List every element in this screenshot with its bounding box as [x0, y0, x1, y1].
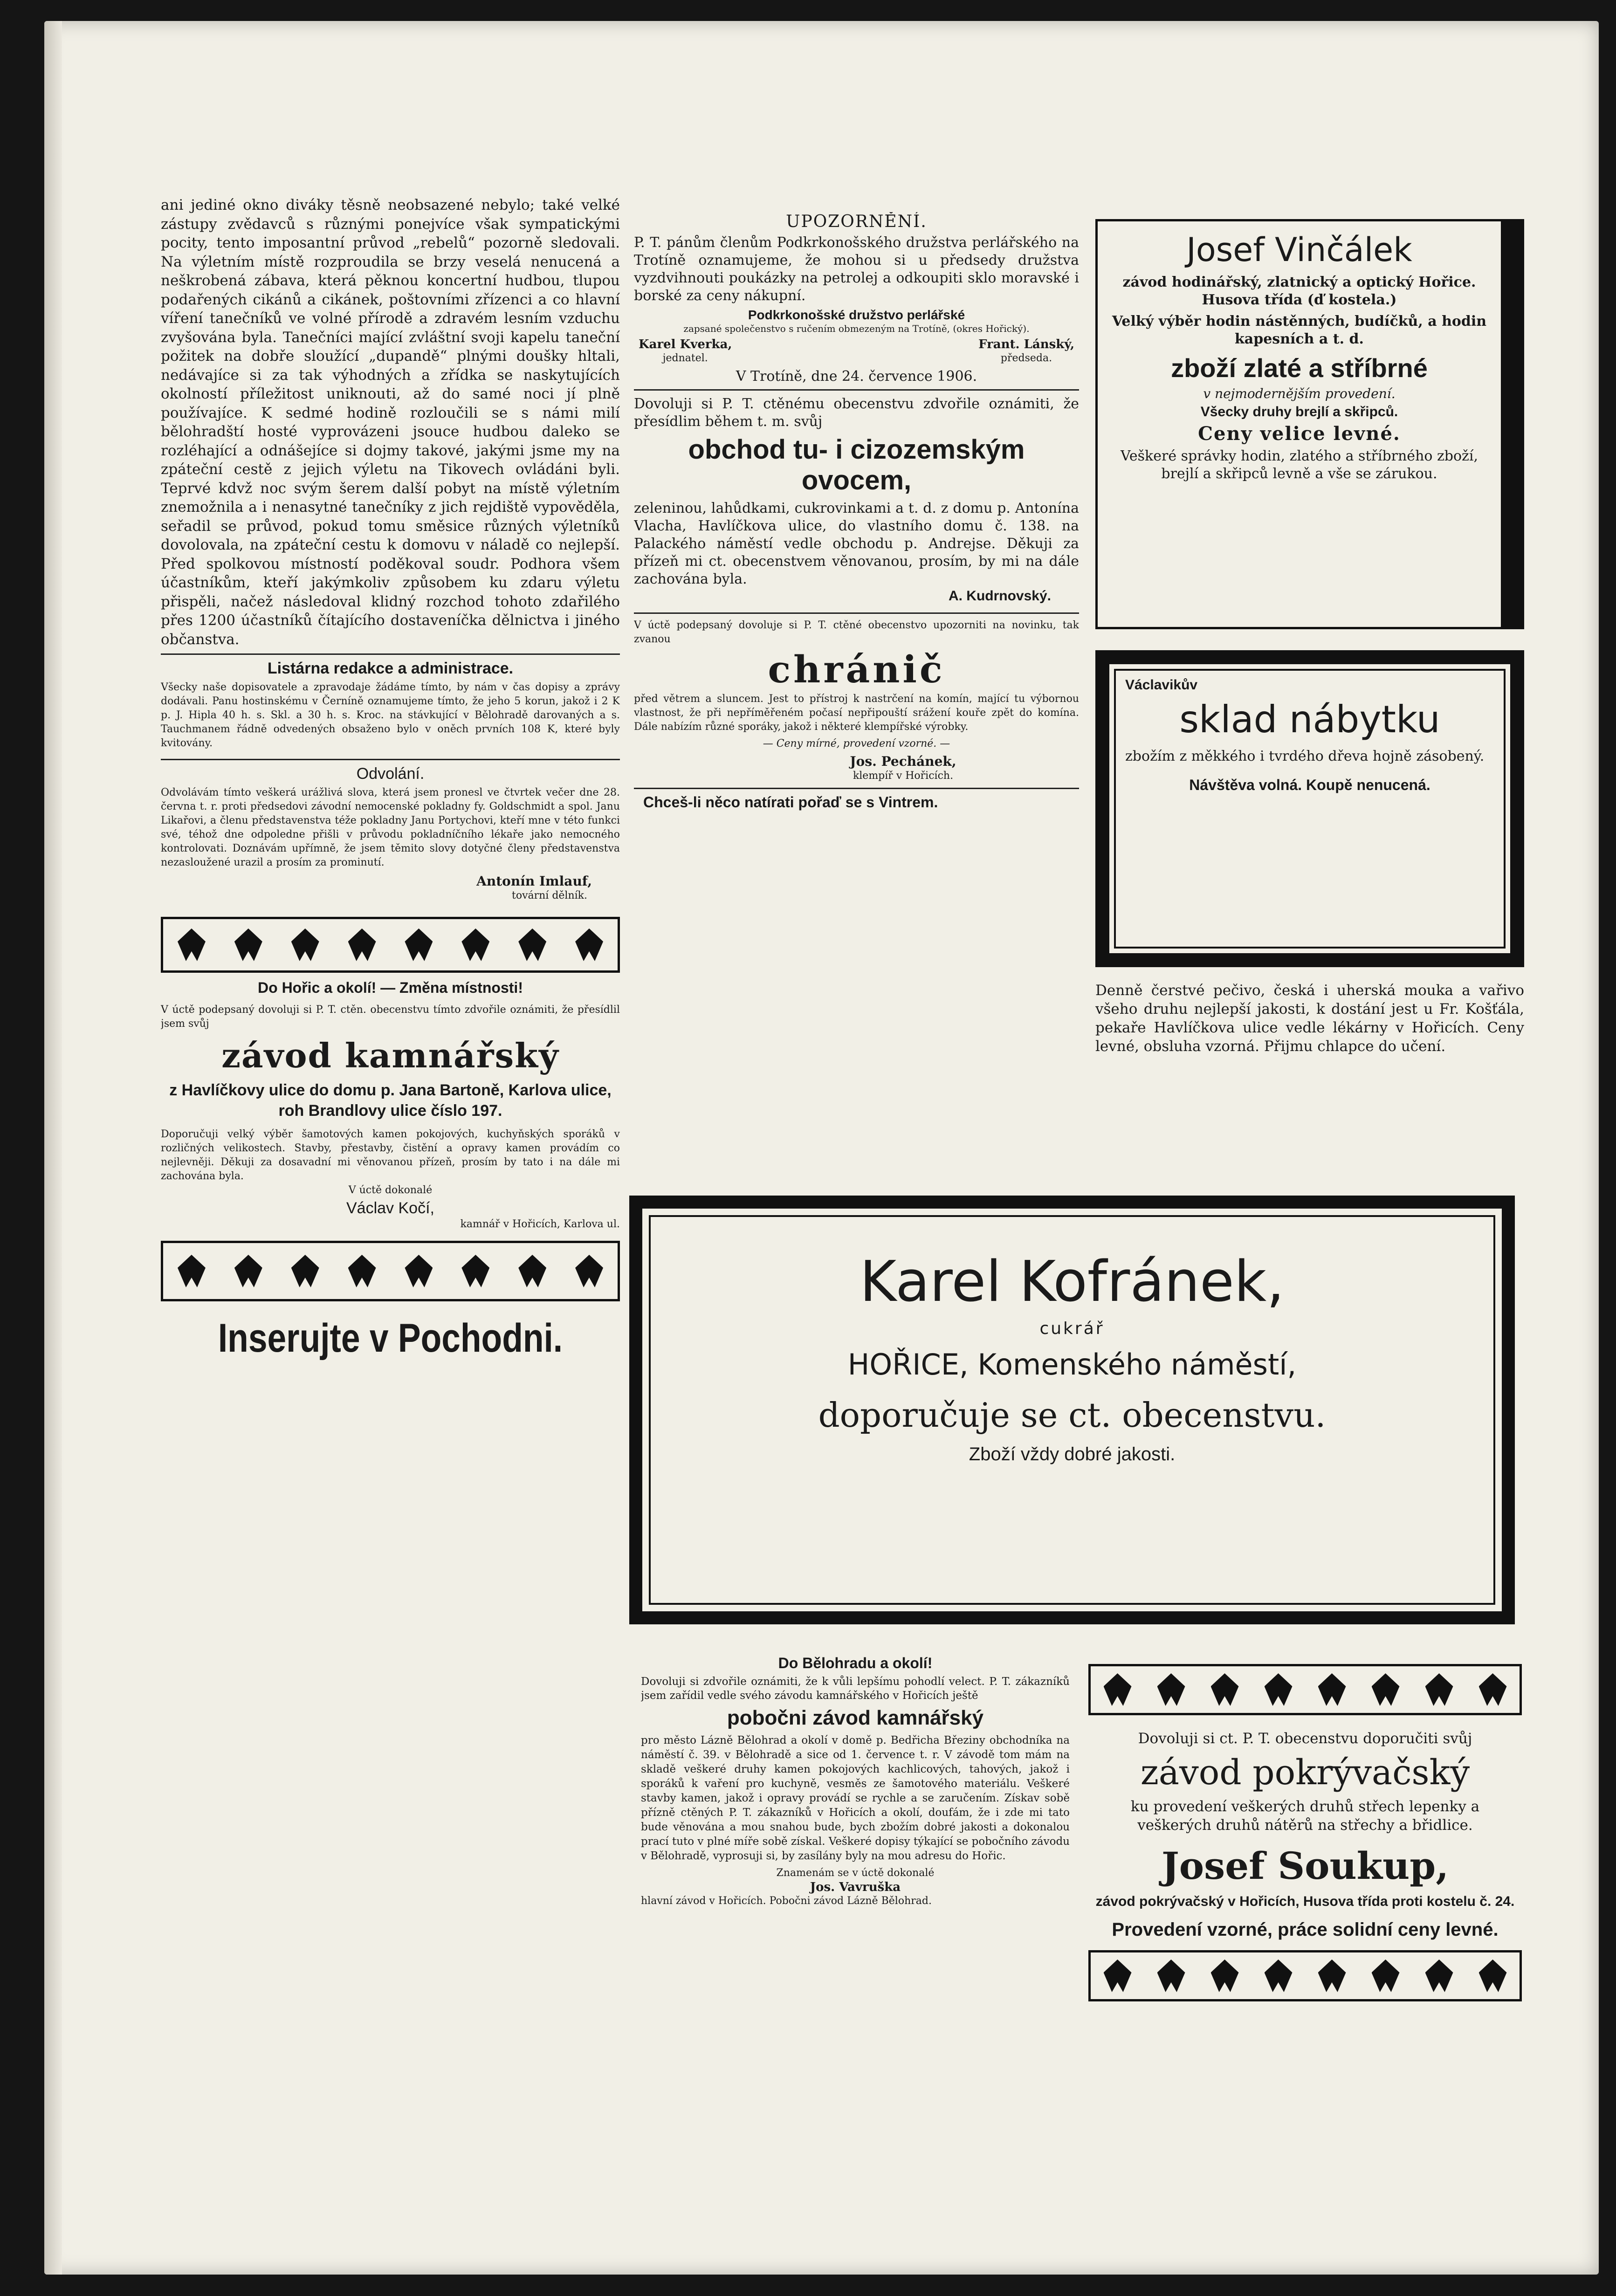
soukup-footer: Provedení vzorné, práce solidní ceny levné.	[1112, 1919, 1499, 1940]
kamnar-intro: V úctě podepsaný dovoluji si P. T. ctěn. obecenstvu tímto zdvořile oznámiti, že přesídlil jsem svůj	[161, 1004, 620, 1030]
leaf-ornament-icon	[291, 928, 319, 961]
kamnar-sign-intro: V úctě dokonalé	[348, 1184, 433, 1196]
vincalek-line1: závod hodinářský, zlatnický a optický Hořice. Husova třída (ď kostela.)	[1122, 274, 1476, 308]
nabytek-footer: Návštěva volná. Koupě nenucená.	[1189, 777, 1430, 793]
signature-left	[639, 337, 732, 365]
leaf-ornament-icon	[1318, 1673, 1346, 1706]
ovoce-signature: A. Kudrnovský.	[948, 588, 1051, 604]
belohrad-headline: Do Bělohradu a okolí!	[778, 1655, 933, 1671]
leaf-ornament-icon	[405, 1255, 433, 1287]
kamnar-address: z Havlíčkovy ulice do domu p. Jana Bartoně, Karlova ulice, roh Brandlovy ulice číslo 197.	[169, 1081, 612, 1120]
kofranek-ad	[629, 1196, 1515, 1624]
belohrad-intro: Dovoluji si zdvořile oznámiti, že k vůli lepšímu pohodlí velect. P. T. zákazníků jsem zařídil vedle svého závodu kamnářského v Hořicích ještě	[641, 1676, 1070, 1702]
leaf-ornament-icon	[178, 928, 206, 961]
vincalek-line2: Velký výběr hodin nástěnných, budíčků, a hodin kapesních a t. d.	[1112, 313, 1487, 347]
kamnar-signature-role: kamnář v Hořicích, Karlova ul.	[460, 1218, 620, 1230]
signature-right	[978, 337, 1074, 365]
leaf-ornament-icon	[1104, 1673, 1132, 1706]
kofranek-role: cukrář	[1039, 1319, 1105, 1338]
vincalek-line5: Ceny velice levné.	[1198, 423, 1401, 445]
odvolani-title: Odvolání.	[356, 765, 425, 783]
soukup-title: závod pokrývačský	[1140, 1753, 1470, 1793]
leaf-ornament-icon	[234, 1255, 262, 1287]
leaf-ornament-icon	[575, 1255, 603, 1287]
ornament-border	[1088, 1664, 1522, 1715]
role-jednatel: jednatel.	[662, 352, 708, 364]
leaf-ornament-icon	[1425, 1673, 1453, 1706]
kamnar-headline: Do Hořic a okolí! — Změna místnosti!	[258, 979, 523, 996]
chranic-title: chránič	[768, 647, 945, 691]
kofranek-name: Karel Kofránek,	[860, 1250, 1285, 1314]
leaf-ornament-icon	[1211, 1673, 1239, 1706]
story-text: ani jediné okno diváky těsně neobsazené nebylo; také velké zástupy zvědavců s různými ponejvíce však sympatickými pocity, tento imposantní průvod „rebelů“ pozorně sledovali. Na výletním místě rozproudila se brzy veselá nenucená a neškrobená zábava, která pěknou koncertní hudbou, tlupou podařených cikánů a cikánek, poštovními zřízenci a co hlavní víření tanečníků ve volné přírodě a zdravém lesním vzduchu zvyšována byla. Tanečníci mající zvláštní svoji kapelu taneční požitek na dobře sloužící „dupandě“ plnými doušky hltali, nedávajíce si za tak výhodných a zřídka se naskytujících okolností příležitost uniknouti, až do samé noci jí plně používajíce. K sedmé hodině rozloučili se s námi milí bělohradští hosté vyprovázeni jsouce hudbou daleko se rozléhající a odnášejíce si dojmy takové, jakými jsme my na zpáteční cestě z jejich výletu na Tikovech ovládáni byli. Teprvé kdvž noc svým šerem další pobyt na místě výletním znemožnila a i nenasytné tanečníky z jich rejdiště vypověděla, seřadil se průvod, pokud tomu směsice různých výletníků dovolovala, na zpáteční cestu k domovu v náladě co nejlepší. Před spolkovou místností poděkoval soudr. Podhora všem účastníkům, kteří jakýmkoliv způsobem ku zdaru výletu přispěli, načež následoval klidný rozchod tohoto zdařilého přes 1200 účastníků čítajícího dostaveníčka dělnictva i jiného občanstva.	[161, 197, 620, 648]
belohrad-title: pobočni závod kamnářský	[727, 1706, 984, 1729]
belohrad-signature-role: hlavní závod v Hořicích. Pobočni závod Lázně Bělohrad.	[641, 1895, 932, 1907]
upozorneni-org: Podkrkonošské družstvo perlářské	[748, 308, 965, 322]
leaf-ornament-icon	[1479, 1673, 1507, 1706]
chranic-intro: V úctě podepsaný dovoluje si P. T. ctěné obecenstvo upozorniti na novinku, tak zvanou	[634, 619, 1079, 645]
leaf-ornament-icon	[348, 1255, 376, 1287]
leaf-ornament-icon	[1157, 1959, 1185, 1992]
role-predseda: předseda.	[1000, 352, 1052, 364]
kofranek-goods: Zboží vždy dobré jakosti.	[969, 1444, 1176, 1464]
leaf-ornament-icon	[1265, 1959, 1293, 1992]
leaf-ornament-icon	[1372, 1673, 1400, 1706]
divider	[634, 612, 1079, 614]
leaf-ornament-icon	[575, 928, 603, 961]
divider	[634, 389, 1079, 391]
ornament-border	[1088, 1950, 1522, 2001]
nabytek-text: zbožím z měkkého i tvrdého dřeva hojně zásobený.	[1125, 748, 1485, 764]
leaf-ornament-icon	[1479, 1959, 1507, 1992]
leaf-ornament-icon	[178, 1255, 206, 1287]
vintrem-line: Chceš-li něco natírati pořaď se s Vintrem.	[643, 794, 938, 811]
ovoce-text: zeleninou, lahůdkami, cukrovinkami a t. d. z domu p. Antonína Vlacha, Havlíčkova ulice, do vlastního domu č. 138. na Palackého náměstí vedle obchodu p. Andrejse. Děkuji za přízeň mi ct. obecenstvem věnovanou, prosím, by mi na dále zachována byla.	[634, 500, 1079, 587]
kofranek-address: HOŘICE, Komenského náměstí,	[847, 1347, 1297, 1382]
leaf-ornament-icon	[1425, 1959, 1453, 1992]
leaf-ornament-icon	[1372, 1959, 1400, 1992]
belohrad-signature: Jos. Vavruška	[810, 1880, 901, 1894]
soukup-name: Josef Soukup,	[1161, 1844, 1449, 1888]
leaf-ornament-icon	[234, 928, 262, 961]
leaf-ornament-icon	[518, 928, 546, 961]
vincalek-line3: v nejmodernějším provedení.	[1203, 386, 1396, 401]
chranic-text: před větrem a sluncem. Jest to přístroj k nastrčení na komín, mající tu výbornou vlastnost, že při nepříměřeném počasí nepřipouští srážení kouře zpět do komína. Dále nabízím různé sporáky, jakož i některé klempířské výrobky.	[634, 693, 1079, 733]
vincalek-ad	[1095, 219, 1524, 629]
upozorneni-date: V Trotíně, dne 24. července 1906.	[736, 368, 977, 385]
leaf-ornament-icon	[348, 928, 376, 961]
leaf-ornament-icon	[1157, 1673, 1185, 1706]
chranic-prices: — Ceny mírné, provedení vzorné. —	[763, 738, 950, 749]
soukup-intro: Dovoluji si ct. P. T. obecenstvu doporučiti svůj	[1138, 1730, 1472, 1747]
vincalek-line4: Všecky druhy brejlí a skřipců.	[1200, 404, 1398, 419]
leaf-ornament-icon	[1211, 1959, 1239, 1992]
ovoce-title: obchod tu- i cizozemským ovocem,	[688, 434, 1025, 495]
kamnar-signature: Václav Kočí,	[346, 1199, 434, 1217]
column-left	[161, 196, 620, 2153]
upozorneni-org-sub: zapsané společenstvo s ručením obmezeným na Trotíně, (okres Hořický).	[683, 323, 1030, 334]
nabytek-title: sklad nábytku	[1179, 698, 1440, 741]
chranic-signature-role: klempíř v Hořicích.	[853, 770, 954, 782]
nabytek-owner: Václavikův	[1125, 677, 1198, 693]
signatures-row	[639, 337, 1074, 365]
leaf-ornament-icon	[405, 928, 433, 961]
page-fold	[44, 21, 62, 2275]
divider	[634, 788, 1079, 789]
belohrad-ad	[641, 1655, 1070, 2167]
kamnar-text: Doporučuji velký výběr šamotových kamen pokojových, kuchyňských sporáků v rozličných velikostech. Stavby, přestavby, čistění a opravy kamen provádím co nejlevněji. Děkuji za dosavadní mi věnovanou přízeň, prosím by tato i na dále mi zachována byla.	[161, 1128, 620, 1182]
kostal-ad: Denně čerstvé pečivo, česká i uherská mouka a vařivo všeho druhu nejlepší jakosti, k dostání jest u Fr. Košťála, pekaře Havlíčkova ulice vedle lékárny v Hořicích. Ceny levné, obsluha vzorná. Přijmu chlapce do učení.	[1095, 982, 1524, 1055]
chranic-signature: Jos. Pechánek,	[850, 754, 956, 769]
kamnar-title: závod kamnářský	[221, 1036, 559, 1075]
kofranek-recommend: doporučuje se ct. obecenstvu.	[818, 1395, 1326, 1435]
leaf-ornament-icon	[518, 1255, 546, 1287]
soukup-ad	[1088, 1664, 1522, 2153]
listarna-title: Listárna redakce a administrace.	[267, 660, 514, 677]
leaf-ornament-icon	[461, 928, 489, 961]
odvolani-signature-role: tovární dělník.	[511, 890, 587, 901]
vincalek-gold: zboží zlaté a stříbrné	[1171, 353, 1428, 383]
name-kverka: Karel Kverka,	[639, 337, 732, 351]
odvolani-signature: Antonín Imlauf,	[476, 873, 592, 889]
vincalek-line6: Veškeré správky hodin, zlatého a stříbrného zboží, brejlí a skřipců levně a vše se zárukou.	[1120, 448, 1478, 482]
leaf-ornament-icon	[1318, 1959, 1346, 1992]
kofranek-inner	[649, 1215, 1495, 1605]
vincalek-name: Josef Vinčálek	[1186, 231, 1412, 269]
leaf-ornament-icon	[461, 1255, 489, 1287]
newspaper-page	[44, 21, 1599, 2275]
leaf-ornament-icon	[1104, 1959, 1132, 1992]
divider	[161, 653, 620, 655]
ornament-border	[161, 917, 620, 973]
belohrad-text: pro město Lázně Bělohrad a okolí v domě p. Bedřicha Březiny obchodníka na náměstí č. 39. v Bělohradě a sice od 1. července t. r. V závodě tom mám na skladě veškeré druhy kamen pokojových kachlicových, tahových, jakož i sporáků k vaření pro kuchyně, vesměs ze šamotového materiálu. Veškeré stavby kamen, jakož i opravy provádí se rychle a se zaručením. Získav sobě přízně ctěných P. T. zákazníků v Hořicích a okolí, doufám, že i zde mi tato bude věnována a mou snahou bude, bych zbožím dobré jakosti a dokonalou prací tuto v plné míře sobě získal. Veškeré dopisy týkající se pobočního závodu v Bělohradě, vyprosuji si, by zasílány byly na mou adresu do Hořic.	[641, 1734, 1070, 1862]
inserujte-slogan: Inserujte v Pochodni.	[218, 1316, 563, 1361]
soukup-text: ku provedení veškerých druhů střech lepenky a veškerých druhů nátěrů na střechy a břidlice.	[1130, 1798, 1480, 1834]
column-right	[1095, 219, 1524, 1217]
ornament-border	[161, 1241, 620, 1301]
odvolani-text: Odvolávám tímto veškerá urážlivá slova, která jsem pronesl ve čtvrtek večer dne 28. června t. r. proti předsedovi závodní nemocenské pokladny fy. Goldschmidt a spol. Janu Likařovi, a členu představenstva téže pokladny Janu Portychovi, kteří mne v této funkci své, téhož dne odpoledne přišli v průvodu pokladníčního lékaře jako nemocného kontrolovati. Doznávám upřímně, že jsem těmito slovy dotyčné členy představenstva nezasloužené urazil a prosím za prominutí.	[161, 787, 620, 868]
column-middle	[634, 212, 1079, 1186]
nabytek-inner	[1114, 669, 1506, 949]
soukup-address: závod pokrývačský v Hořicích, Husova třída proti kostelu č. 24.	[1095, 1894, 1515, 1909]
upozorneni-text: P. T. pánům členům Podkrkonošského družstva perlářského na Trotíně oznamujeme, že mohou si u předsedy družstva vyzdvihnouti poukázky na petrolej a odkoupiti sklo moravské i borské za ceny nákupní.	[634, 234, 1079, 304]
belohrad-sign-intro: Znamenám se v úctě dokonalé	[776, 1867, 935, 1879]
leaf-ornament-icon	[291, 1255, 319, 1287]
upozorneni-title: UPOZORNĚNÍ.	[786, 212, 927, 231]
ovoce-intro: Dovoluji si P. T. ctěnému obecenstvu zdvořile oznámiti, že přesídlim během t. m. svůj	[634, 396, 1079, 430]
nabytek-ad	[1095, 650, 1524, 967]
name-lansky: Frant. Lánský,	[978, 337, 1074, 351]
divider	[161, 759, 620, 760]
listarna-text: Všecky naše dopisovatele a zpravodaje žádáme tímto, by nám v čas dopisy a zprávy dodávali. Panu hostinskému v Černíně oznamujeme tímto, že jeho 5 korun, jakož i 2 K p. J. Hipla 40 h. s. Skl. a 30 h. s. Kroc. na stávkující v Bělohradě darovaných a s. Tauchmanem řádně odvedených obsaženo bylo v oněch prvních 108 K, které byly kvitovány.	[161, 681, 620, 749]
leaf-ornament-icon	[1265, 1673, 1293, 1706]
